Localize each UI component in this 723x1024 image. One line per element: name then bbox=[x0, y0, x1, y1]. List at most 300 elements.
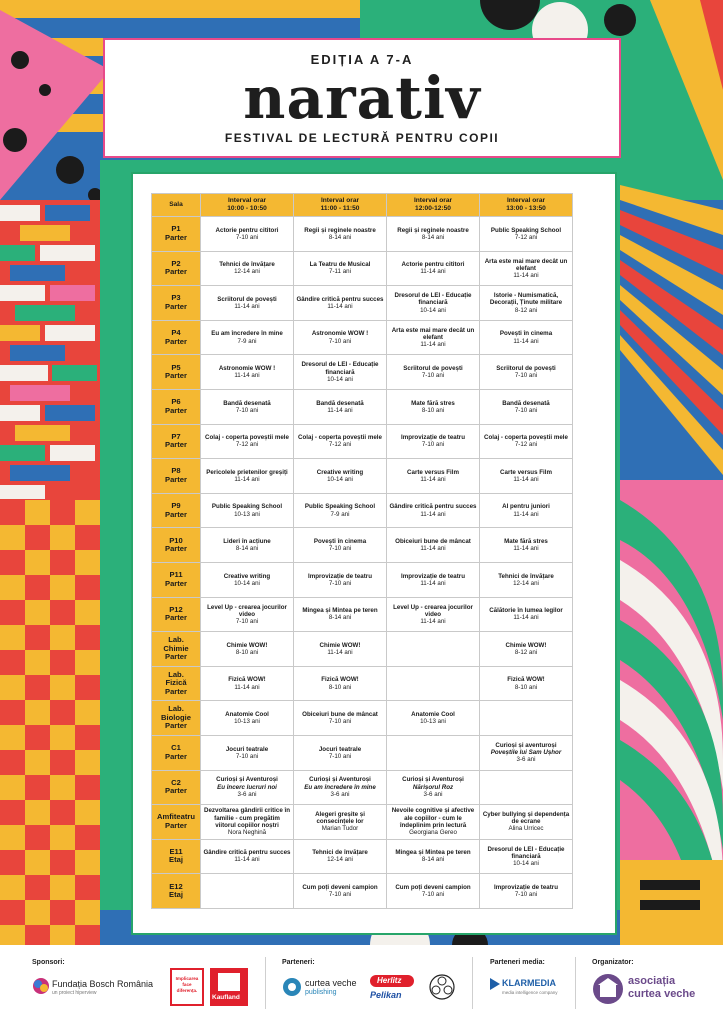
session-title: Nevoile cognitive și afective ale copiilor - cum le îndeplinim prin lectură bbox=[391, 807, 475, 829]
session-age: 10-14 ani bbox=[327, 475, 353, 483]
session-title: Obiceiuri bune de mâncat bbox=[302, 710, 378, 718]
session-cell bbox=[201, 217, 294, 252]
room-label: P7 bbox=[171, 431, 181, 441]
organizer-label: Organizator: bbox=[592, 959, 634, 966]
session-title: Improvizație de teatru bbox=[494, 883, 558, 891]
session-cell bbox=[294, 286, 387, 321]
table-row bbox=[152, 597, 573, 632]
organizer-asociatia: asociația bbox=[628, 975, 676, 987]
session-cell bbox=[387, 632, 480, 667]
session-cell bbox=[480, 632, 573, 667]
session-cell bbox=[201, 493, 294, 528]
session-title: Jocuri teatrale bbox=[225, 745, 269, 753]
session-cell bbox=[294, 389, 387, 424]
session-cell bbox=[294, 424, 387, 459]
session-age: 11-14 ani bbox=[327, 406, 353, 414]
session-title: Creative writing bbox=[223, 572, 271, 580]
session-age: 8-12 ani bbox=[514, 306, 538, 314]
session-cell bbox=[387, 528, 480, 563]
festival-logo: narativ bbox=[243, 64, 481, 132]
session-title: Povești în cinema bbox=[313, 537, 367, 545]
room-label: Lab. bbox=[168, 704, 184, 714]
session-age: 12-14 ani bbox=[513, 579, 539, 587]
table-row bbox=[152, 528, 573, 563]
table-row bbox=[152, 424, 573, 459]
room-cell bbox=[152, 528, 201, 563]
session-cell bbox=[294, 770, 387, 805]
organizer-curtea-veche: curtea veche bbox=[628, 988, 696, 1000]
room-label: P9 bbox=[171, 501, 181, 511]
session-cell bbox=[480, 493, 573, 528]
session-title: Eu am încredere în mine bbox=[211, 330, 283, 338]
session-age: 7-10 ani bbox=[421, 891, 445, 899]
session-age: 7-10 ani bbox=[328, 891, 352, 899]
session-title: Istorie - Numismatică, Decorații, Ținute militare bbox=[489, 292, 563, 307]
session-cell bbox=[294, 632, 387, 667]
footer-divider bbox=[472, 957, 473, 1009]
session-cell bbox=[480, 355, 573, 390]
session-title: Colaj - coperta poveștii mele bbox=[298, 434, 382, 442]
room-cell bbox=[152, 355, 201, 390]
session-age: 7-10 ani bbox=[514, 891, 538, 899]
session-title: Dresorul de LEI - Educație financiară bbox=[394, 292, 472, 307]
session-age: 10-13 ani bbox=[234, 510, 260, 518]
session-age: 8-14 ani bbox=[328, 233, 352, 241]
partners-label: Parteneri: bbox=[282, 959, 315, 966]
session-age: 7-10 ani bbox=[235, 752, 259, 760]
table-row bbox=[152, 666, 573, 701]
session-title: Arta este mai mare decât un elefant bbox=[391, 326, 475, 341]
session-age: 8-14 ani bbox=[421, 856, 445, 864]
session-title: Improvizație de teatru bbox=[401, 572, 465, 580]
session-age: 7-10 ani bbox=[235, 406, 259, 414]
edition-label: EDIȚIA A 7-A bbox=[310, 52, 414, 67]
room-cell bbox=[152, 389, 201, 424]
room-label: Parter bbox=[165, 301, 187, 311]
session-age: 12-14 ani bbox=[327, 856, 353, 864]
room-cell bbox=[152, 320, 201, 355]
session-title: Curioși și aventuroși bbox=[495, 741, 557, 749]
session-cell bbox=[387, 217, 480, 252]
session-age: 7-10 ani bbox=[328, 718, 352, 726]
session-title: Public Speaking School bbox=[490, 226, 562, 234]
session-cell bbox=[387, 320, 480, 355]
table-header-row bbox=[152, 194, 573, 217]
session-cell bbox=[387, 389, 480, 424]
session-age: 3-6 ani bbox=[516, 756, 536, 764]
session-cell bbox=[480, 424, 573, 459]
media-klarmedia: KLARMEDIA bbox=[502, 978, 556, 988]
room-label: P6 bbox=[171, 397, 181, 407]
session-age: Marian Tudor bbox=[321, 825, 359, 833]
session-cell bbox=[480, 320, 573, 355]
session-age: 11-14 ani bbox=[420, 579, 446, 587]
room-cell bbox=[152, 701, 201, 736]
asociatia-curtea-veche-logo-icon bbox=[592, 973, 624, 1005]
room-cell bbox=[152, 839, 201, 874]
table-row bbox=[152, 562, 573, 597]
session-cell bbox=[387, 424, 480, 459]
session-age: 10-13 ani bbox=[234, 718, 260, 726]
session-age: 11-14 ani bbox=[420, 268, 446, 276]
session-age: 11-14 ani bbox=[513, 510, 539, 518]
session-title: Jocuri teatrale bbox=[318, 745, 362, 753]
room-label: P4 bbox=[171, 328, 181, 338]
room-label: Etaj bbox=[169, 855, 183, 865]
room-label: Parter bbox=[165, 721, 187, 731]
partner-herlitz-logo: Herlitz bbox=[370, 975, 414, 987]
session-cell bbox=[480, 666, 573, 701]
session-title: Anatomie Cool bbox=[225, 710, 269, 718]
session-age: 8-10 ani bbox=[514, 683, 538, 691]
sponsor-bosch-sub: un proiect hiperview bbox=[52, 990, 97, 996]
room-label: Parter bbox=[165, 232, 187, 242]
room-label: Parter bbox=[165, 336, 187, 346]
session-subtitle: Eu am încredere în mine bbox=[304, 783, 376, 791]
room-cell bbox=[152, 735, 201, 770]
session-cell bbox=[294, 562, 387, 597]
room-label: Parter bbox=[165, 686, 187, 696]
partner-curtea-veche-sub: publishing bbox=[305, 989, 337, 996]
table-row bbox=[152, 251, 573, 286]
session-title: Colaj - coperta poveștii mele bbox=[484, 434, 568, 442]
session-title: Cyber bullying și dependența de ecrane bbox=[482, 811, 570, 826]
festival-subtitle: FESTIVAL DE LECTURĂ PENTRU COPII bbox=[224, 131, 500, 145]
session-cell bbox=[294, 735, 387, 770]
table-row bbox=[152, 632, 573, 667]
session-title: Scriitorul de povești bbox=[403, 364, 463, 372]
session-title: Cum poți deveni campion bbox=[395, 883, 471, 891]
room-label: P10 bbox=[169, 535, 183, 545]
room-label: Chimie bbox=[163, 643, 189, 653]
session-cell bbox=[294, 528, 387, 563]
session-age: 10-14 ani bbox=[513, 860, 539, 868]
session-cell bbox=[387, 666, 480, 701]
session-title: Fizică WOW! bbox=[321, 676, 359, 684]
room-label: Biologie bbox=[161, 712, 191, 722]
session-cell bbox=[294, 701, 387, 736]
session-cell bbox=[480, 251, 573, 286]
table-row bbox=[152, 320, 573, 355]
session-cell bbox=[387, 355, 480, 390]
session-cell bbox=[294, 666, 387, 701]
session-cell bbox=[201, 735, 294, 770]
session-title: Chimie WOW! bbox=[226, 641, 268, 649]
partner-pelikan: Pelikan bbox=[370, 990, 402, 1000]
session-cell bbox=[480, 701, 573, 736]
table-row bbox=[152, 701, 573, 736]
session-age: 7-9 ani bbox=[237, 337, 257, 345]
room-label: Parter bbox=[165, 509, 187, 519]
room-label: E11 bbox=[169, 846, 183, 856]
room-label: Parter bbox=[165, 267, 187, 277]
session-age: 11-14 ani bbox=[420, 617, 446, 625]
table-row bbox=[152, 286, 573, 321]
session-title: Gândire critică pentru succes bbox=[203, 849, 291, 857]
room-cell bbox=[152, 251, 201, 286]
room-label: Fizică bbox=[165, 678, 187, 688]
session-age: 7-12 ani bbox=[235, 441, 259, 449]
sponsor-implicarea-logo: Implicarea face diferența. bbox=[170, 968, 204, 1006]
session-title: Dezvoltarea gândirii critice în familie - cum pregătim viitorul copiilor noștri bbox=[204, 807, 290, 829]
session-cell bbox=[294, 217, 387, 252]
room-cell bbox=[152, 666, 201, 701]
session-age: 11-14 ani bbox=[420, 545, 446, 553]
session-title: Pericolele prietenilor greșiți bbox=[206, 468, 288, 476]
session-title: Bandă desenată bbox=[223, 399, 271, 407]
room-label: Parter bbox=[165, 652, 187, 662]
session-subtitle: Eu încerc lucruri noi bbox=[217, 783, 277, 791]
session-cell bbox=[480, 389, 573, 424]
table-row bbox=[152, 217, 573, 252]
session-title: Bandă desenată bbox=[502, 399, 550, 407]
footer-divider bbox=[265, 957, 266, 1009]
session-age: 10-14 ani bbox=[327, 375, 353, 383]
session-cell bbox=[201, 805, 294, 840]
session-cell bbox=[201, 597, 294, 632]
session-cell bbox=[480, 597, 573, 632]
session-age: 11-14 ani bbox=[513, 271, 539, 279]
session-title: Mate fără stres bbox=[504, 537, 548, 545]
session-age: 8-14 ani bbox=[235, 545, 259, 553]
session-title: Chimie WOW! bbox=[319, 641, 361, 649]
table-row bbox=[152, 874, 573, 909]
table-row bbox=[152, 735, 573, 770]
session-cell bbox=[201, 320, 294, 355]
session-title: Lideri în acțiune bbox=[223, 537, 271, 545]
session-age: 11-14 ani bbox=[513, 475, 539, 483]
session-cell bbox=[201, 286, 294, 321]
session-title: Dresorul de LEI - Educație financiară bbox=[487, 845, 565, 860]
session-age: 11-14 ani bbox=[234, 475, 260, 483]
session-age: Nora Neghină bbox=[227, 829, 267, 837]
session-cell bbox=[480, 805, 573, 840]
room-label: Parter bbox=[165, 786, 187, 796]
session-title: Astronomie WOW ! bbox=[311, 330, 369, 338]
table-row bbox=[152, 805, 573, 840]
session-age: 11-14 ani bbox=[420, 510, 446, 518]
session-cell bbox=[387, 562, 480, 597]
room-cell bbox=[152, 805, 201, 840]
session-title: Public Speaking School bbox=[304, 503, 376, 511]
session-title: Obiceiuri bune de mâncat bbox=[395, 537, 471, 545]
room-label: P1 bbox=[171, 224, 181, 234]
session-age: 10-14 ani bbox=[420, 306, 446, 314]
session-cell bbox=[294, 320, 387, 355]
session-title: La Teatru de Musical bbox=[309, 261, 371, 269]
session-title: Tehnici de învățare bbox=[312, 849, 368, 857]
session-cell bbox=[387, 701, 480, 736]
session-cell bbox=[201, 251, 294, 286]
session-age: 11-14 ani bbox=[420, 341, 446, 349]
session-age: 3-6 ani bbox=[330, 790, 350, 798]
session-cell bbox=[294, 597, 387, 632]
session-title: Mate fără stres bbox=[411, 399, 455, 407]
table-row bbox=[152, 839, 573, 874]
session-title: Chimie WOW! bbox=[505, 641, 547, 649]
session-cell bbox=[294, 874, 387, 909]
session-age: 12-14 ani bbox=[234, 268, 260, 276]
session-title: Regii și reginele noastre bbox=[397, 226, 469, 234]
session-cell bbox=[387, 839, 480, 874]
session-cell bbox=[201, 424, 294, 459]
room-cell bbox=[152, 459, 201, 494]
klarmedia-logo-icon bbox=[490, 978, 500, 990]
header-slot-3: Interval orar 12:00-12:50 bbox=[387, 194, 480, 217]
session-cell bbox=[201, 839, 294, 874]
room-cell bbox=[152, 286, 201, 321]
session-cell bbox=[480, 770, 573, 805]
curtea-veche-logo-icon bbox=[282, 977, 302, 997]
session-cell bbox=[387, 805, 480, 840]
room-label: P11 bbox=[169, 570, 183, 580]
sponsors-label: Sponsori: bbox=[32, 959, 65, 966]
session-title: Călătorie în lumea legilor bbox=[489, 607, 563, 615]
session-title: Dresorul de LEI - Educație financiară bbox=[301, 361, 379, 376]
session-title: Mingea și Mintea pe teren bbox=[302, 607, 378, 615]
session-title: Povești în cinema bbox=[499, 330, 553, 338]
session-age: 7-9 ani bbox=[330, 510, 350, 518]
session-title: Curioși și Aventuroși bbox=[309, 776, 371, 784]
session-age: 11-14 ani bbox=[234, 372, 260, 380]
session-age: 8-14 ani bbox=[328, 614, 352, 622]
session-title: Astronomie WOW ! bbox=[218, 364, 276, 372]
partner-ornament-icon bbox=[428, 973, 456, 1001]
session-age: 7-12 ani bbox=[328, 441, 352, 449]
session-age: 7-12 ani bbox=[514, 233, 538, 241]
room-label: Parter bbox=[165, 405, 187, 415]
table-row bbox=[152, 770, 573, 805]
session-cell bbox=[480, 735, 573, 770]
session-title: Carte versus Film bbox=[407, 468, 459, 476]
session-age: 8-10 ani bbox=[235, 648, 259, 656]
session-cell bbox=[294, 493, 387, 528]
room-label: Etaj bbox=[169, 890, 183, 900]
room-label: P3 bbox=[171, 293, 181, 303]
session-title: Tehnici de învățare bbox=[219, 261, 275, 269]
room-label: Parter bbox=[165, 751, 187, 761]
session-title: Level Up - crearea jocurilor video bbox=[393, 603, 473, 618]
sponsors-footer bbox=[0, 945, 723, 1024]
session-age: 7-10 ani bbox=[514, 406, 538, 414]
session-cell bbox=[294, 805, 387, 840]
session-age: 11-14 ani bbox=[327, 302, 353, 310]
room-label: Parter bbox=[165, 440, 187, 450]
room-label: Amfiteatru bbox=[157, 812, 195, 822]
session-cell bbox=[480, 874, 573, 909]
session-age: 7-10 ani bbox=[328, 752, 352, 760]
session-title: Colaj - coperta poveștii mele bbox=[205, 434, 289, 442]
header-room: Sala bbox=[152, 194, 201, 217]
session-cell bbox=[201, 389, 294, 424]
session-cell bbox=[201, 459, 294, 494]
session-title: AI pentru juniori bbox=[502, 503, 550, 511]
session-cell bbox=[480, 459, 573, 494]
room-label: Parter bbox=[165, 820, 187, 830]
session-age: 3-6 ani bbox=[423, 790, 443, 798]
session-cell bbox=[480, 839, 573, 874]
session-cell bbox=[294, 251, 387, 286]
session-title: Improvizație de teatru bbox=[308, 572, 372, 580]
room-label: C1 bbox=[171, 743, 181, 753]
session-age: Alina Urricec bbox=[508, 825, 544, 833]
room-label: C2 bbox=[171, 777, 181, 787]
sponsor-kaufland-logo: Kaufland bbox=[210, 968, 248, 1006]
session-title: Creative writing bbox=[316, 468, 364, 476]
room-label: Parter bbox=[165, 544, 187, 554]
session-age: 11-14 ani bbox=[513, 614, 539, 622]
room-label: Lab. bbox=[168, 669, 184, 679]
session-title: Level Up - crearea jocurilor video bbox=[207, 603, 287, 618]
session-cell bbox=[387, 459, 480, 494]
room-cell bbox=[152, 874, 201, 909]
media-partners-label: Parteneri media: bbox=[490, 959, 545, 966]
session-cell bbox=[387, 770, 480, 805]
session-age: 7-10 ani bbox=[235, 617, 259, 625]
session-title: Gândire critică pentru succes bbox=[296, 295, 384, 303]
session-cell bbox=[294, 355, 387, 390]
session-age: 7-10 ani bbox=[421, 441, 445, 449]
session-age: 11-14 ani bbox=[327, 648, 353, 656]
session-title: Arta este mai mare decât un elefant bbox=[484, 257, 568, 272]
session-title: Public Speaking School bbox=[211, 503, 283, 511]
session-cell bbox=[387, 286, 480, 321]
session-title: Scriitorul de povești bbox=[217, 295, 277, 303]
session-age: 10-13 ani bbox=[420, 718, 446, 726]
session-cell bbox=[387, 597, 480, 632]
session-age: 7-11 ani bbox=[329, 268, 351, 276]
room-cell bbox=[152, 424, 201, 459]
room-cell bbox=[152, 493, 201, 528]
session-title: Regii și reginele noastre bbox=[304, 226, 376, 234]
session-age: 7-10 ani bbox=[328, 337, 352, 345]
session-age: 11-14 ani bbox=[234, 683, 260, 691]
bosch-foundation-logo-icon bbox=[32, 977, 50, 995]
session-cell bbox=[201, 770, 294, 805]
session-cell bbox=[201, 355, 294, 390]
schedule-body bbox=[152, 217, 573, 909]
session-age: 8-14 ani bbox=[421, 233, 445, 241]
session-title: Mingea și Mintea pe teren bbox=[395, 849, 471, 857]
schedule-table bbox=[151, 193, 573, 909]
session-cell bbox=[387, 251, 480, 286]
session-age: 7-12 ani bbox=[514, 441, 538, 449]
session-cell bbox=[201, 528, 294, 563]
session-title: Curioși și Aventuroși bbox=[402, 776, 464, 784]
session-title: Fizică WOW! bbox=[228, 676, 266, 684]
session-title: Alegeri greșite și consecințele lor bbox=[315, 811, 365, 826]
table-row bbox=[152, 459, 573, 494]
session-cell bbox=[387, 493, 480, 528]
session-age: Georgiana Gereo bbox=[409, 829, 457, 837]
session-age: 10-14 ani bbox=[234, 579, 260, 587]
session-age: 7-10 ani bbox=[514, 372, 538, 380]
session-cell bbox=[387, 874, 480, 909]
session-age: 7-10 ani bbox=[421, 372, 445, 380]
room-label: Parter bbox=[165, 371, 187, 381]
session-cell bbox=[480, 217, 573, 252]
session-age: 7-10 ani bbox=[328, 579, 352, 587]
room-label: Parter bbox=[165, 613, 187, 623]
session-title: Improvizație de teatru bbox=[401, 434, 465, 442]
session-title: Actorie pentru cititori bbox=[215, 226, 279, 234]
room-cell bbox=[152, 597, 201, 632]
session-age: 3-6 ani bbox=[237, 790, 257, 798]
session-title: Actorie pentru cititori bbox=[401, 261, 465, 269]
room-label: P2 bbox=[171, 258, 181, 268]
room-cell bbox=[152, 562, 201, 597]
table-row bbox=[152, 389, 573, 424]
